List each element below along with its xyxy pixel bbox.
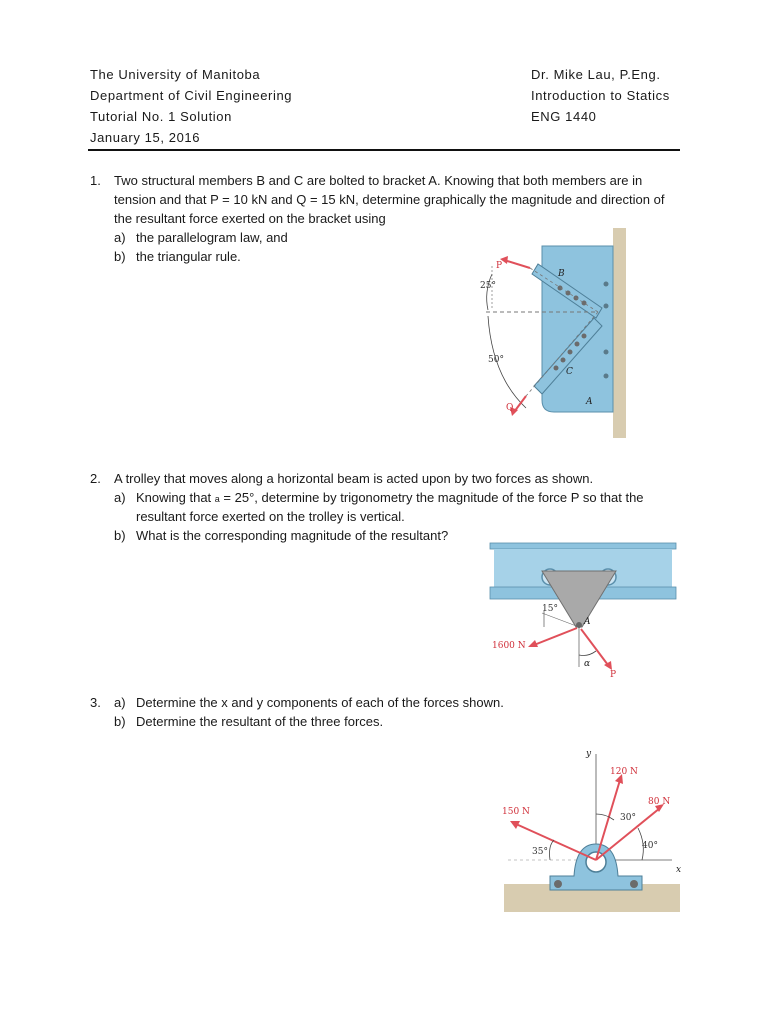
question-text-line: Two structural members B and C are bolted to bracket A. Knowing that both members are in [114,173,643,188]
force-1600n-label: 1600 N [492,641,526,651]
date: January 15, 2016 [90,130,201,145]
bracket-plate [542,246,613,412]
subquestion-text: What is the corresponding magnitude of the resultant? [136,528,449,543]
subquestion-a [114,228,288,247]
wall [613,228,626,438]
force-80n-label: 80 N [648,797,671,807]
subquestion-text: the triangular rule. [136,249,241,264]
question-text-line: tension and that P = 10 kN and Q = 15 kN, determine graphically the magnitude and direction of [114,192,665,207]
question-text-line: A trolley that moves along a horizontal beam is acted upon by two forces as shown. [114,471,594,486]
beam-top-flange [490,543,676,549]
angle-label: 25° [480,281,496,291]
bolt [604,282,609,287]
subquestion-a [114,488,644,509]
label-x: x [676,865,682,875]
subquestion-text: = 25°, determine by trigonometry the magnitude of the force P so that the [219,490,644,505]
question-3 [90,693,680,733]
header-left [90,64,292,148]
subquestion-label: a) [114,490,126,505]
label-p: P [610,670,617,680]
subquestion-a [114,693,504,712]
subquestion-label: b) [114,714,126,729]
department-name: Department of Civil Engineering [90,88,293,103]
angle-label: 50° [488,355,504,365]
question-number: 3. [90,695,101,710]
question-number: 1. [90,173,101,188]
subquestion-label: b) [114,528,126,543]
angle-label: 30° [620,813,636,823]
figure-trolley [488,541,678,681]
figure-forces [498,744,688,916]
subquestion-label: a) [114,230,126,245]
header-divider [88,149,680,151]
bolt [604,374,609,379]
force-1600n-arrow [534,628,577,645]
subquestion-b [114,712,383,731]
force-p-arrow [504,260,530,268]
angle-arc [487,274,492,310]
subquestion-a-continued: resultant force exerted on the trolley is vertical. [136,509,405,524]
subquestion-label: b) [114,249,126,264]
alpha-symbol: a [214,494,220,504]
subquestion-label: a) [114,695,126,710]
course-code: ENG 1440 [531,109,597,124]
force-150n-label: 150 N [502,807,530,817]
alpha-label: α [584,659,591,669]
header-right [531,64,670,127]
question-text-line: the resultant force exerted on the bracket using [114,211,386,226]
label-b: B [558,269,565,279]
angle-label: 35° [532,847,548,857]
label-a: A [586,397,593,407]
university-name: The University of Manitoba [90,67,261,82]
subquestion-text: Determine the x and y components of each of the forces shown. [136,695,504,710]
angle-label: 40° [642,841,658,851]
course-name: Introduction to Statics [531,88,670,103]
label-c: C [566,367,573,377]
subquestion-b [114,247,241,266]
subquestion-text: Determine the resultant of the three forces. [136,714,384,729]
instructor-name: Dr. Mike Lau, P.Eng. [531,67,661,82]
force-120n-label: 120 N [610,767,638,777]
label-a: A [584,617,591,627]
bolt [604,350,609,355]
angle-label: 15° [542,604,558,614]
subquestion-text: the parallelogram law, and [136,230,288,245]
label-q: Q [506,403,514,413]
label-p: P [496,261,503,271]
figure-bracket [470,226,630,442]
question-2 [90,469,680,549]
subquestion-b [114,526,448,545]
subquestion-text: Knowing that [136,490,215,505]
bolt [604,304,609,309]
tutorial-title: Tutorial No. 1 Solution [90,109,232,124]
question-number: 2. [90,471,101,486]
label-y: y [586,749,592,759]
force-150n-arrow [516,824,596,860]
